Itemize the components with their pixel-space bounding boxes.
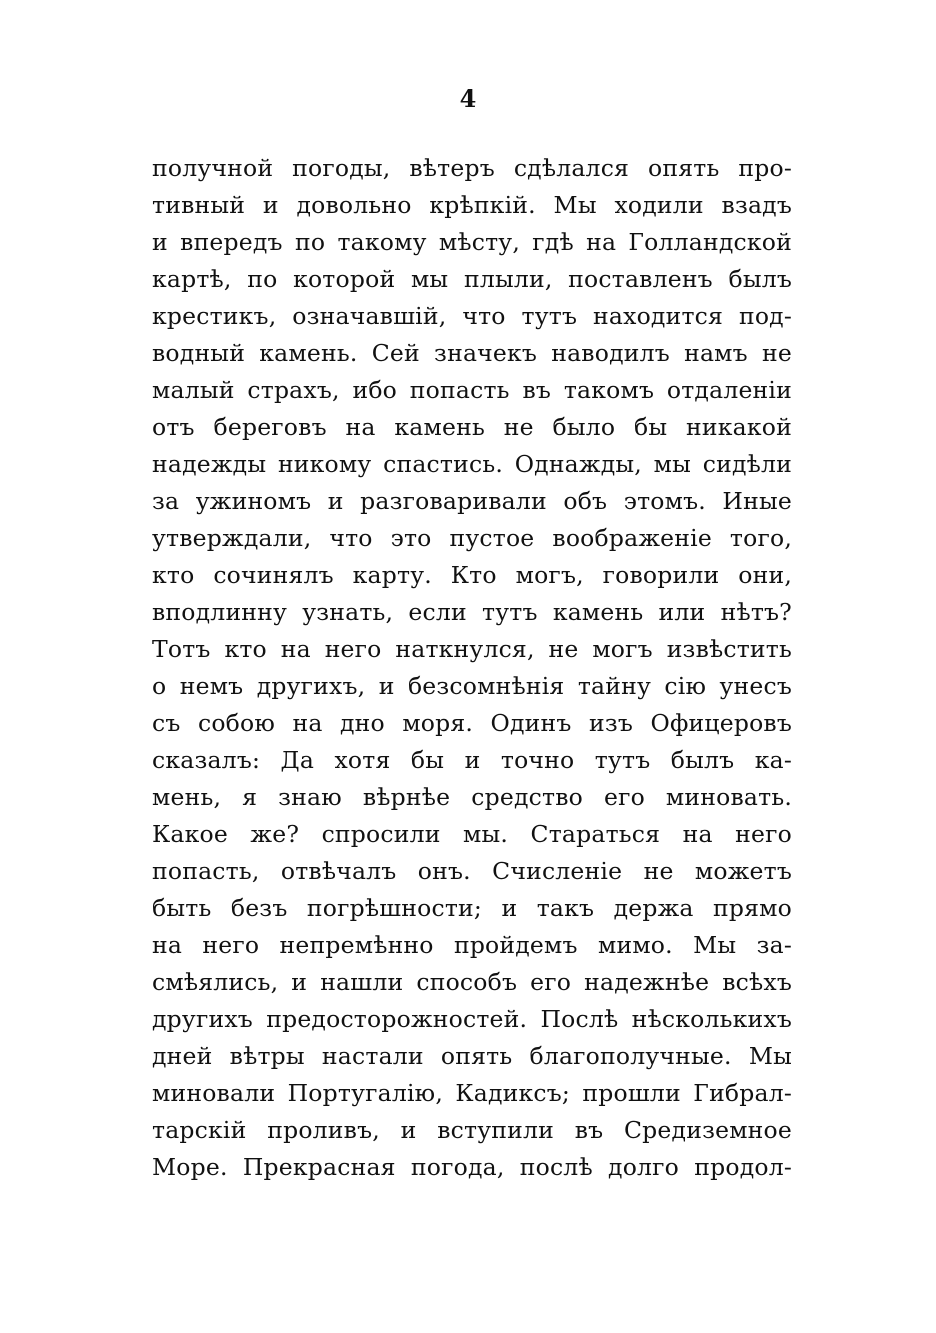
text-line: вподлинну узнать, если тутъ камень или нѣтъ? [152,598,792,626]
text-line: съ собою на дно моря. Одинъ изъ Офицеровъ [152,709,792,737]
page-number: 4 [459,84,477,113]
text-line: тарскій проливъ, и вступили въ Средиземное [152,1116,792,1144]
text-line: отъ береговъ на камень не было бы никакой [152,413,792,441]
text-line: малый страхъ, ибо попасть въ такомъ отдаленіи [152,376,792,404]
text-line: на него непремѣнно пройдемъ мимо. Мы за- [152,931,792,959]
text-line: мень, я знаю вѣрнѣе средство его миновать. [152,783,792,811]
text-line: Тотъ кто на него наткнулся, не могъ извѣстить [152,635,792,663]
text-line: тивный и довольно крѣпкій. Мы ходили взадъ [152,191,792,219]
text-line: миновали Португалію, Кадиксъ; прошли Гибрал- [152,1079,792,1107]
text-line: дней вѣтры настали опять благополучные. Мы [152,1042,792,1070]
text-line: водный камень. Сей значекъ наводилъ намъ не [152,339,792,367]
text-line: крестикъ, означавшій, что тутъ находится под- [152,302,792,330]
text-line: получной погоды, вѣтеръ сдѣлался опять про- [152,154,792,182]
text-line: другихъ предосторожностей. Послѣ нѣсколькихъ [152,1005,792,1033]
text-line: о немъ другихъ, и безсомнѣнія тайну сію унесъ [152,672,792,700]
text-line: и впередъ по такому мѣсту, гдѣ на Голландской [152,228,792,256]
text-line: кто сочинялъ карту. Кто могъ, говорили они, [152,561,792,589]
body-text [152,150,792,1186]
text-line: попасть, отвѣчалъ онъ. Счисленіе не можетъ [152,857,792,885]
text-line: за ужиномъ и разговаривали объ этомъ. Иные [152,487,792,515]
text-line: картѣ, по которой мы плыли, поставленъ былъ [152,265,792,293]
text-line: смѣялись, и нашли способъ его надежнѣе всѣхъ [152,968,792,996]
text-line: Море. Прекрасная погода, послѣ долго продол- [152,1153,792,1181]
text-line: Какое же? спросили мы. Стараться на него [152,820,792,848]
text-line: утверждали, что это пустое воображеніе того, [152,524,792,552]
text-line: быть безъ погрѣшности; и такъ держа прямо [152,894,792,922]
text-line: надежды никому спастись. Однажды, мы сидѣли [152,450,792,478]
text-line: сказалъ: Да хотя бы и точно тутъ былъ ка- [152,746,792,774]
